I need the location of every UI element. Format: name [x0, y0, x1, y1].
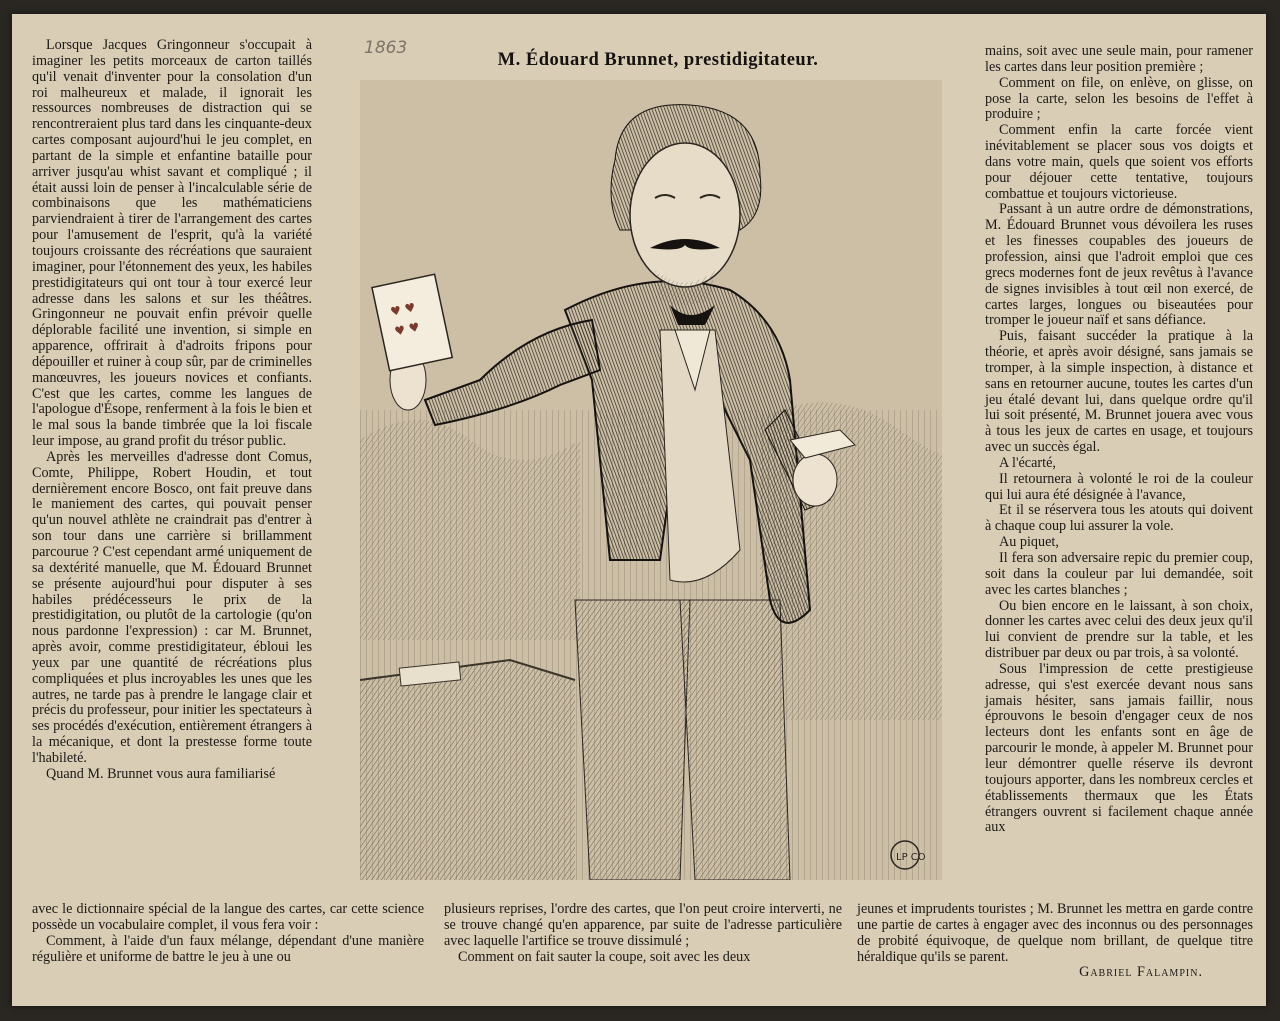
paragraph: Il retournera à volonté le roi de la couleur qui lui aura été désignée à l'avance,: [985, 470, 1253, 503]
paragraph: Puis, faisant succéder la pratique à la théorie, et après avoir désigné, sans jamais se tromper, à la simple inspection, à distance et sans en retourner aucune, toutes les cartes d'un jeu étalé devant lui, dans quelque ordre qu'il lui soit présenté, M. Brunnet jouera avec vous à tous les jeux de cartes en usage, et toujours avec un succès égal.: [985, 328, 1253, 456]
trousers-left: [575, 600, 690, 880]
paragraph: Après les merveilles d'adresse dont Comus, Comte, Philippe, Robert Houdin, et tout dernièrement encore Bosco, ont fait preuve dans le maniement des cartes, qui pouvait penser qu'un nouvel athlète ne craindrait pas d'entrer à son tour dans une carrière si brillamment parcourue ? C'est cependant armé uniquement de sa dextérité manuelle, que M. Édouard Brunnet se présente aujourd'hui pour disputer à ses habiles prédécesseurs le prix de la prestidigitation, ou plutôt de la cartologie (qu'on nous pardonne l'expression) : car M. Brunnet, après avoir, comme prestidigitateur, ébloui les yeux par une quantité de récréations plus compliquées et plus incroyables les unes que les autres, ne tarde pas à prendre le langage clair et précis du professeur, pour initier les spectateurs à ses procédés d'exécution, entièrement étrangers à la mécanique, et dont la prestesse forme toute l'habileté.: [32, 448, 312, 766]
magician-portrait-engraving: [360, 80, 942, 880]
paragraph: Quand M. Brunnet vous aura familiarisé: [46, 765, 276, 782]
face: [630, 143, 740, 287]
paragraph: Comment enfin la carte forcée vient inévitablement se placer sous vos doigts et dans votre main, quels que soient vos efforts pour déjouer cette tentative, toujours combattue et toujours victorieuse.: [985, 122, 1253, 202]
newspaper-page: [12, 14, 1266, 1006]
trousers-right: [680, 600, 790, 880]
article-title: M. Édouard Brunnet, prestidigitateur.: [497, 50, 819, 70]
paragraph: Au piquet,: [999, 534, 1059, 551]
paragraph: plusieurs reprises, l'ordre des cartes, que l'on peut croire interverti, ne se trouve changé qu'en apparence, par suite de l'adresse particulière avec laquelle l'artifice se trouve dissimulé ;: [444, 901, 842, 949]
paragraph: jeunes et imprudents touristes ; M. Brunnet les mettra en garde contre une partie de cartes à engager avec des inconnus ou des personnages de probité équivoque, de quelque nom brillant, de quelque titre héraldique qu'ils se parent.: [857, 901, 1253, 965]
left-text-column: [32, 38, 312, 783]
engraver-monogram: LP CO: [896, 852, 926, 863]
paragraph: A l'écarté,: [999, 454, 1056, 471]
paragraph: Ou bien encore en le laissant, à son choix, donner les cartes avec celui des deux jeux qu'il lui convient de prendre sur la table, et les distribuer par deux ou par trois, à sa volonté.: [985, 597, 1253, 662]
bottom-text-column-2: [444, 902, 842, 965]
raised-arm: [425, 320, 600, 425]
engraving-illustration: [360, 80, 942, 880]
paragraph: Comment on file, on enlève, on glisse, on pose la carte, selon les besoins de l'effet à produire ;: [985, 74, 1253, 123]
paragraph: Comment, à l'aide d'un faux mélange, dépendant d'une manière régulière et uniforme de battre le jeu à une ou: [32, 932, 424, 965]
paragraph: Passant à un autre ordre de démonstrations, M. Édouard Brunnet vous dévoilera les ruses et les finesses coupables des joueurs de profession, ainsi que l'adroit emploi que ces grecs modernes font de jeux revêtus à l'avance de signes invisibles à tout œil non exercé, de cartes larges, longues ou biseautées pour tromper le joueur naïf et sans défiance.: [985, 201, 1253, 329]
paragraph: Comment on fait sauter la coupe, soit avec les deux: [458, 948, 751, 965]
right-text-column: [985, 44, 1253, 836]
paragraph: Et il se réservera tous les atouts qui doivent à chaque coup lui assurer la vole.: [985, 502, 1253, 535]
paragraph: Lorsque Jacques Gringonneur s'occupait à imaginer les petits morceaux de carton taillés qu'il venait d'inventer pour la consolation d'un roi malheureux et malade, il ignorait les ressources nombreuses de distraction qui se rencontreraient plus tard dans les cinquante-deux cartes composant aujourd'hui le jeu complet, en partant de la simple et enfantine bataille pour arriver jusqu'au whist savant et compliqué ; il était aussi loin de penser à l'incalculable série de combinaisons que les mathématiciens parviendraient à tirer de l'arrangement des cartes pour l'amusement de l'esprit, qu'à la variété toujours croissante des récréations que sauraient imaginer, pour l'étonnement des yeux, les habiles prestidigitateurs qui ont tour à tour exercé leur adresse dans les salons et sur les théâtres. Gringonneur ne pouvait enfin prévoir quelle déplorable facilité une invention, si simple en apparence, offrirait à d'adroits fripons pour dépouiller et ruiner à coup sûr, par de criminelles manœuvres, les joueurs novices et confiants. C'est que les cartes, comme les langues de l'apologue d'Ésope, renferment à la fois le bien et le mal sous la bande timbrée que la loi fiscale leur impose, au grand profit du trésor public.: [32, 37, 312, 450]
paragraph: mains, soit avec une seule main, pour ramener les cartes dans leur position première ;: [985, 43, 1253, 75]
bottom-text-column-1: [32, 902, 424, 965]
svg-text:♥ ♥: ♥ ♥: [393, 319, 421, 339]
paragraph: Il fera son adversaire repic du premier coup, soit dans la couleur par lui demandée, soit avec les cartes blanches ;: [985, 550, 1253, 598]
paragraph: avec le dictionnaire spécial de la langue des cartes, car cette science possède un vocabulaire complet, il vous fera voir :: [32, 901, 424, 933]
author-signature: Gabriel Falampin.: [1079, 964, 1203, 981]
paragraph: Sous l'impression de cette prestigieuse adresse, qui s'est exercée devant nous sans jamais hésiter, sans jamais faillir, nous éprouvons le besoin d'engager ceux de nos lecteurs dont les enfants sont en âge de parcourir le monde, à appeler M. Brunnet pour leur démontrer quelle réserve ils devront toujours apporter, dans les nombreux cercles et établissements thermaux que les États étrangers ouvrent si facilement chaque année aux: [985, 660, 1253, 836]
table-with-cloth: [360, 660, 575, 880]
handwritten-date-note: 1863: [364, 38, 408, 58]
right-hand: [793, 454, 837, 506]
svg-text:♥ ♥: ♥ ♥: [389, 300, 417, 320]
bottom-text-column-3: [857, 902, 1253, 981]
